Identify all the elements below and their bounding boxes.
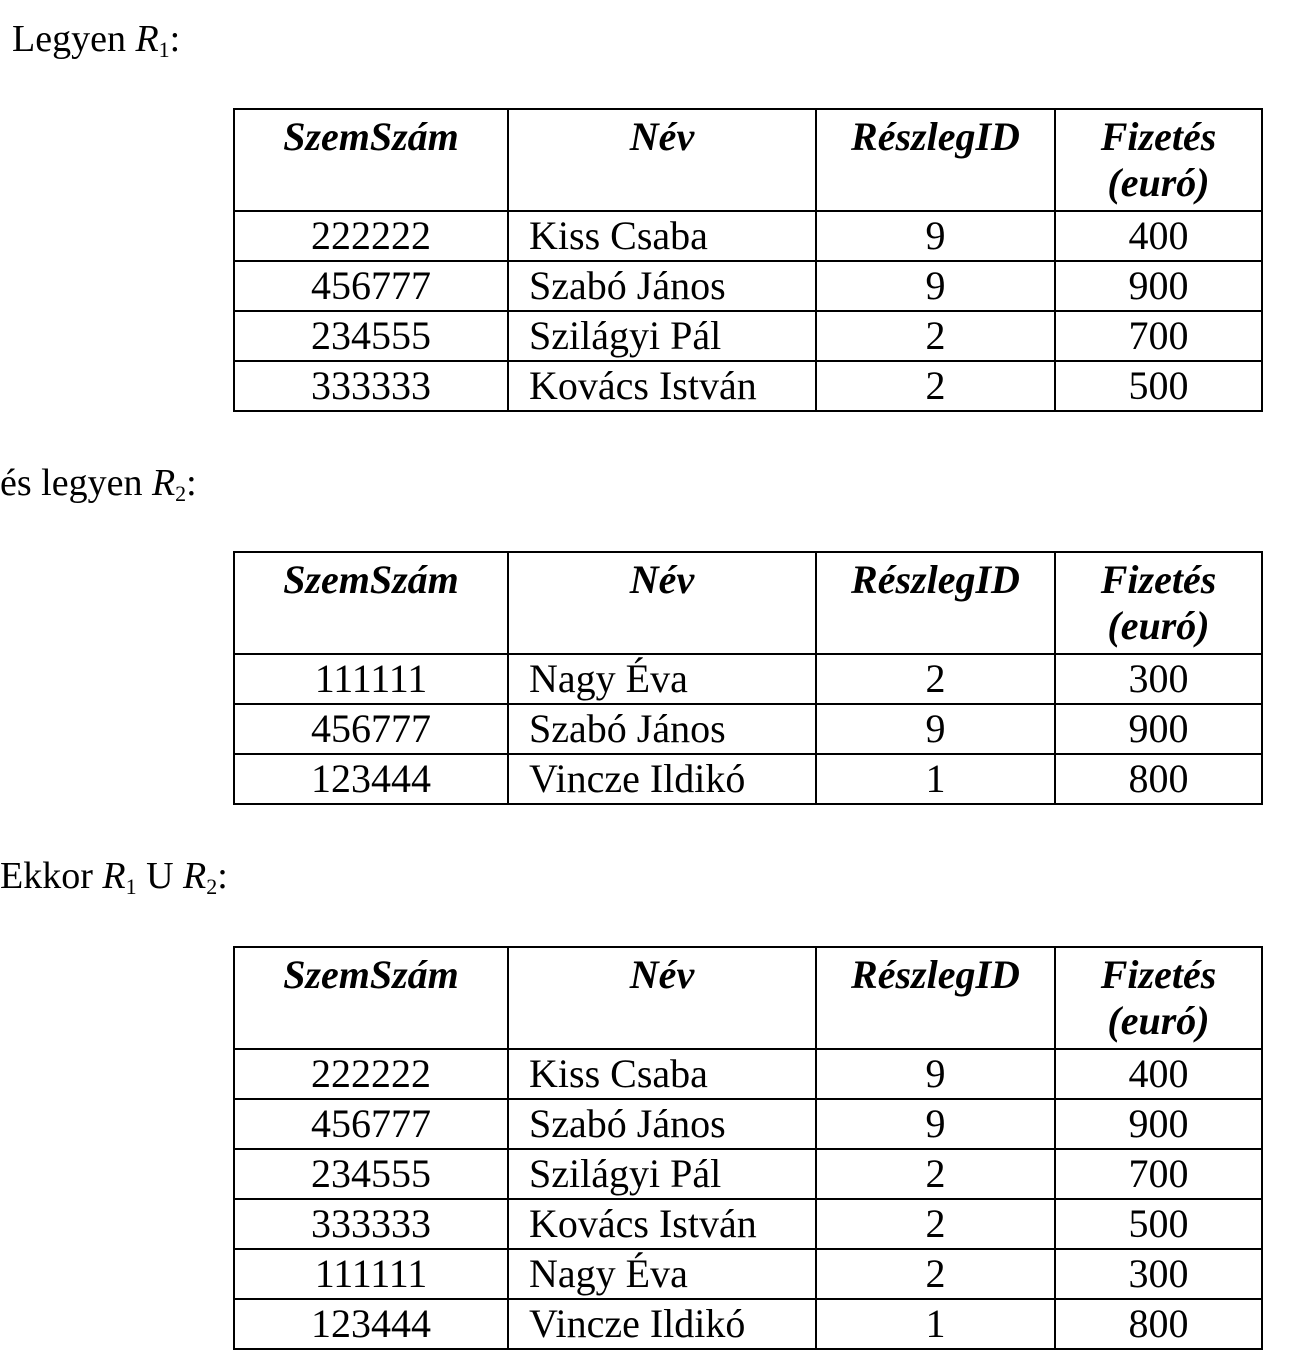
cell-fizetes: 400 — [1055, 1049, 1262, 1099]
union-label-a-sub: 1 — [125, 874, 137, 899]
col-header-szemszam: SzemSzám — [234, 552, 508, 654]
cell-szemszam: 123444 — [234, 1299, 508, 1349]
table-row — [234, 704, 1262, 754]
cell-reszlegid: 2 — [816, 1249, 1055, 1299]
cell-szemszam: 234555 — [234, 311, 508, 361]
cell-szemszam: 456777 — [234, 261, 508, 311]
cell-reszlegid: 2 — [816, 311, 1055, 361]
cell-fizetes: 800 — [1055, 1299, 1262, 1349]
r2-body — [234, 654, 1262, 804]
fizetes-line2: (euró) — [1107, 603, 1210, 648]
cell-nev: Nagy Éva — [508, 654, 816, 704]
table-row — [234, 1099, 1262, 1149]
r2-header-row — [234, 552, 1262, 654]
cell-reszlegid: 9 — [816, 1099, 1055, 1149]
cell-szemszam: 456777 — [234, 704, 508, 754]
r1-header-row — [234, 109, 1262, 211]
col-header-fizetes — [1055, 947, 1262, 1049]
cell-nev: Szabó János — [508, 1099, 816, 1149]
cell-szemszam: 456777 — [234, 1099, 508, 1149]
r2-table — [233, 551, 1263, 805]
table-row — [234, 1149, 1262, 1199]
r2-label-sub: 2 — [175, 481, 187, 506]
r2-label-name: R — [151, 462, 176, 504]
cell-nev: Kiss Csaba — [508, 211, 816, 261]
union-label-suffix: : — [217, 855, 228, 897]
cell-szemszam: 234555 — [234, 1149, 508, 1199]
union-table — [233, 946, 1263, 1350]
cell-nev: Kovács István — [508, 361, 816, 411]
col-header-nev: Név — [508, 552, 816, 654]
cell-szemszam: 222222 — [234, 1049, 508, 1099]
cell-nev: Vincze Ildikó — [508, 1299, 816, 1349]
cell-reszlegid: 9 — [816, 261, 1055, 311]
cell-reszlegid: 1 — [816, 754, 1055, 804]
table-row — [234, 1049, 1262, 1099]
union-label-prefix: Ekkor — [0, 855, 103, 897]
union-header-row — [234, 947, 1262, 1049]
cell-reszlegid: 2 — [816, 361, 1055, 411]
cell-fizetes: 700 — [1055, 311, 1262, 361]
fizetes-line1: Fizetés — [1100, 114, 1217, 159]
cell-fizetes: 900 — [1055, 261, 1262, 311]
r2-label-suffix: : — [186, 462, 197, 504]
union-body — [234, 1049, 1262, 1349]
cell-fizetes: 900 — [1055, 1099, 1262, 1149]
col-header-reszlegid: RészlegID — [816, 552, 1055, 654]
table-row — [234, 1299, 1262, 1349]
cell-nev: Szabó János — [508, 261, 816, 311]
cell-nev: Vincze Ildikó — [508, 754, 816, 804]
cell-fizetes: 500 — [1055, 361, 1262, 411]
cell-szemszam: 111111 — [234, 654, 508, 704]
fizetes-line2: (euró) — [1107, 160, 1210, 205]
r1-body — [234, 211, 1262, 411]
union-label-a: R — [102, 855, 126, 897]
cell-fizetes: 700 — [1055, 1149, 1262, 1199]
cell-nev: Kovács István — [508, 1199, 816, 1249]
cell-szemszam: 333333 — [234, 1199, 508, 1249]
table-row — [234, 361, 1262, 411]
r1-label-sub: 1 — [158, 37, 170, 62]
cell-nev: Szilágyi Pál — [508, 1149, 816, 1199]
cell-fizetes: 400 — [1055, 211, 1262, 261]
cell-reszlegid: 9 — [816, 704, 1055, 754]
r1-label — [12, 20, 180, 61]
cell-szemszam: 111111 — [234, 1249, 508, 1299]
union-label-b: R — [183, 855, 207, 897]
fizetes-line1: Fizetés — [1100, 557, 1217, 602]
cell-reszlegid: 2 — [816, 654, 1055, 704]
cell-fizetes: 800 — [1055, 754, 1262, 804]
table-row — [234, 311, 1262, 361]
fizetes-line1: Fizetés — [1100, 952, 1217, 997]
table-row — [234, 211, 1262, 261]
cell-szemszam: 333333 — [234, 361, 508, 411]
col-header-reszlegid: RészlegID — [816, 109, 1055, 211]
col-header-nev: Név — [508, 109, 816, 211]
cell-reszlegid: 9 — [816, 1049, 1055, 1099]
fizetes-line2: (euró) — [1107, 998, 1210, 1043]
cell-reszlegid: 9 — [816, 211, 1055, 261]
r1-table — [233, 108, 1263, 412]
table-row — [234, 754, 1262, 804]
cell-fizetes: 900 — [1055, 704, 1262, 754]
cell-reszlegid: 2 — [816, 1149, 1055, 1199]
cell-fizetes: 500 — [1055, 1199, 1262, 1249]
cell-nev: Nagy Éva — [508, 1249, 816, 1299]
col-header-reszlegid: RészlegID — [816, 947, 1055, 1049]
col-header-szemszam: SzemSzám — [234, 947, 508, 1049]
table-row — [234, 654, 1262, 704]
col-header-fizetes — [1055, 109, 1262, 211]
union-label-op: U — [136, 855, 184, 897]
table-row — [234, 1199, 1262, 1249]
col-header-nev: Név — [508, 947, 816, 1049]
r1-label-prefix: Legyen — [12, 18, 136, 60]
cell-nev: Szilágyi Pál — [508, 311, 816, 361]
union-label — [0, 857, 228, 898]
table-row — [234, 261, 1262, 311]
cell-nev: Szabó János — [508, 704, 816, 754]
r2-label — [0, 464, 197, 505]
r1-label-name: R — [135, 18, 159, 60]
r1-label-suffix: : — [169, 18, 181, 60]
union-label-b-sub: 2 — [206, 874, 218, 899]
r2-label-prefix: és legyen — [0, 462, 152, 504]
col-header-fizetes — [1055, 552, 1262, 654]
cell-szemszam: 222222 — [234, 211, 508, 261]
cell-szemszam: 123444 — [234, 754, 508, 804]
col-header-szemszam: SzemSzám — [234, 109, 508, 211]
cell-reszlegid: 1 — [816, 1299, 1055, 1349]
cell-nev: Kiss Csaba — [508, 1049, 816, 1099]
cell-fizetes: 300 — [1055, 1249, 1262, 1299]
cell-fizetes: 300 — [1055, 654, 1262, 704]
cell-reszlegid: 2 — [816, 1199, 1055, 1249]
table-row — [234, 1249, 1262, 1299]
